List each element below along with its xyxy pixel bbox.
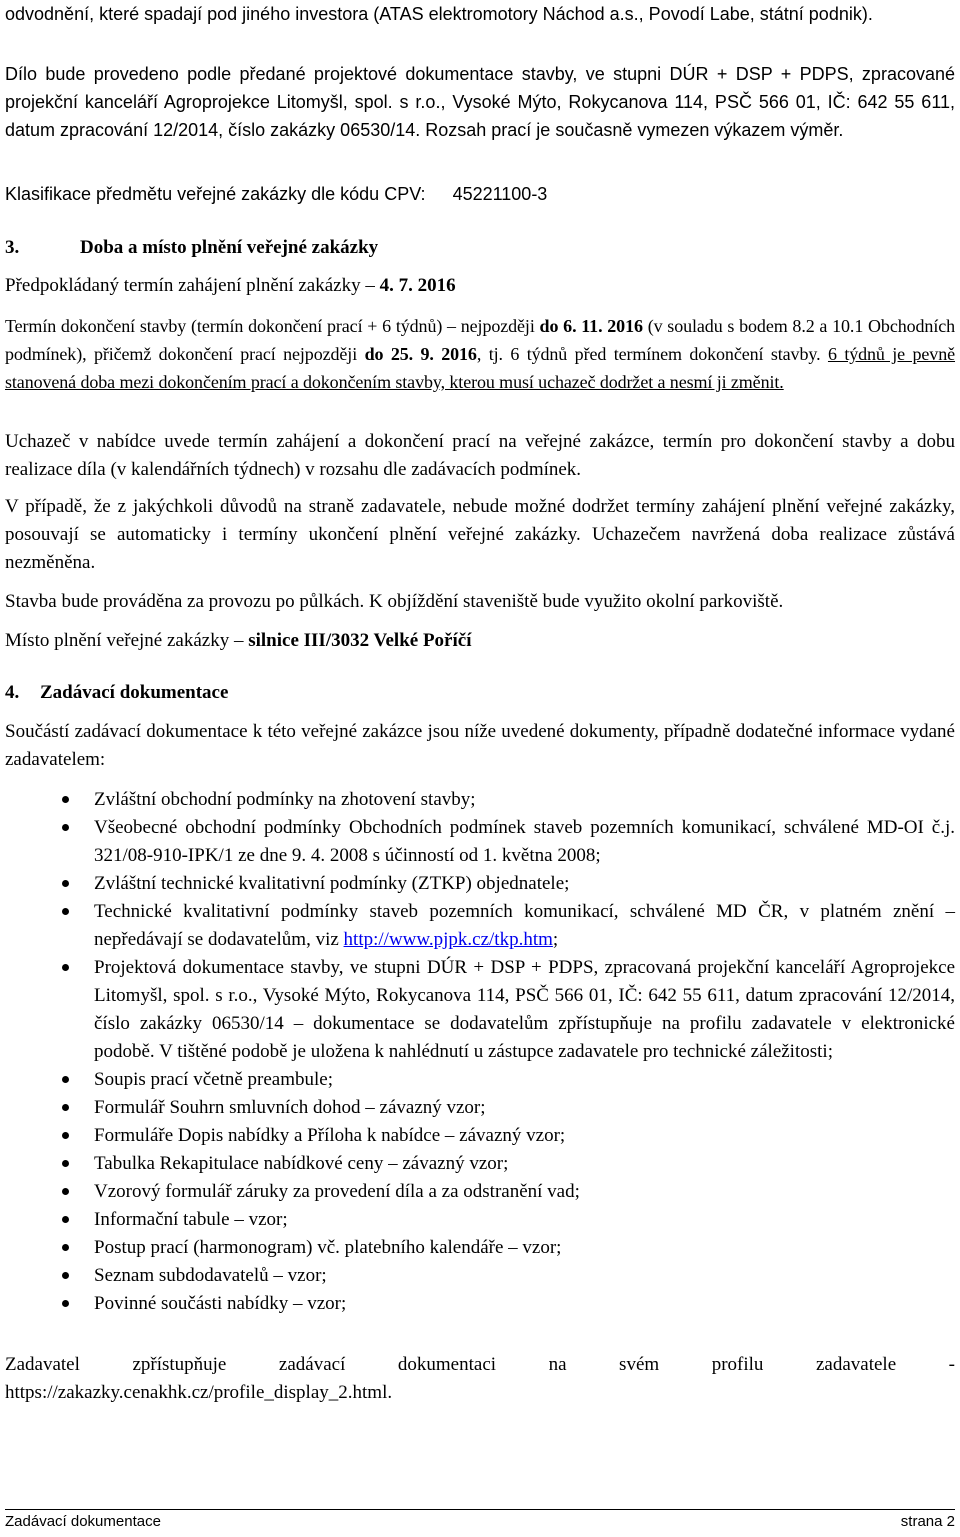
list-item (5, 1150, 955, 1178)
deadline-underlined-note: 6 týdnů je pevně stanovená doba mezi dokončením prací a dokončením stavby, kterou musí uchazeč dodržet a nesmí ji změnit. (5, 344, 956, 392)
list-item (5, 814, 955, 870)
list-item-text: Projektová dokumentace stavby, ve stupni DÚR + DSP + PDPS, zpracovaná projekční kanceláří Agroprojekce Litomyšl, spol. s r.o., Vysoké Mýto, Rokycanova 114, PSČ 566 01, IČ: 642 55 611, datum zpracování 12/2014, číslo zakázky 06530/14 – dokumentace se dodavatelům zpřístupňuje na profilu zadavatele v elektronické podobě. V tištěné podobě je uložena k nahlédnutí u zástupce zadavatele pro technické záležitosti; (94, 957, 955, 1062)
list-item-text: Vzorový formulář záruky za provedení díla a za odstranění vad; (94, 1181, 580, 1202)
start-label: Předpokládaný termín zahájení plnění zakázky – (5, 275, 375, 296)
list-item (5, 1290, 955, 1318)
list-item (5, 954, 955, 1066)
list-item-text: Seznam subdodavatelů – vzor; (94, 1265, 327, 1286)
footer-title: Zadávací dokumentace (5, 1513, 161, 1530)
deadline-paragraph (5, 312, 955, 396)
list-item (5, 1122, 955, 1150)
cpv-line (5, 180, 955, 208)
list-item-text: Zvláštní obchodní podmínky na zhotovení stavby; (94, 789, 476, 810)
link-suffix: ; (552, 929, 559, 950)
cpv-code: 45221100-3 (452, 184, 548, 204)
list-item-text: Formuláře Dopis nabídky a Příloha k nabídce – závazný vzor; (94, 1125, 566, 1146)
traffic-paragraph: Stavba bude prováděna za provozu po půlkách. K objíždění staveniště bude využito okolní parkoviště. (5, 591, 784, 612)
footer-divider (5, 1509, 955, 1510)
section-4-number: 4. (5, 682, 20, 703)
list-item-text: Tabulka Rekapitulace nabídkové ceny – závazný vzor; (94, 1153, 509, 1174)
cpv-label: Klasifikace předmětu veřejné zakázky dle kódu CPV: (5, 184, 426, 204)
list-item-text: Soupis prací včetně preambule; (94, 1069, 334, 1090)
tkp-link[interactable]: http://www.pjpk.cz/tkp.htm (343, 929, 553, 950)
place-line (5, 627, 955, 655)
list-item-text: Technické kvalitativní podmínky staveb pozemních komunikací, schválené MD ČR, v platném znění – nepředávají se dodavatelům, viz (94, 901, 955, 950)
section-3-number: 3. (5, 237, 20, 258)
docs-intro-paragraph: Součástí zadávací dokumentace k této veřejné zakázce jsou níže uvedené dokumenty, případně dodatečné informace vydané zadavatelem: (5, 721, 955, 770)
section-4-title: Zadávací dokumentace (40, 682, 229, 703)
closing-paragraph: Zadavatel zpřístupňuje zadávací dokumentaci na svém profilu zadavatele - https://zakazky.cenakhk.cz/profile_display_2.html. (5, 1354, 955, 1403)
list-item (5, 1094, 955, 1122)
list-item-text: Všeobecné obchodní podmínky Obchodních podmínek staveb pozemních komunikací, schválené MD-OI č.j. 321/08-910-IPK/1 ze dne 9. 4. 2008 s účinností od 1. května 2008; (94, 817, 955, 866)
delay-paragraph: V případě, že z jakýchkoli důvodů na straně zadavatele, nebude možné dodržet termíny zahájení plnění veřejné zakázky, posouvají se automaticky i termíny ukončení plnění veřejné zakázky. Uchazečem navržená doba realizace zůstává nezměněna. (5, 496, 955, 573)
page-footer (5, 1512, 955, 1532)
documents-list (5, 786, 955, 1318)
list-item (5, 1262, 955, 1290)
deadline-completion-date: do 6. 11. 2016 (539, 316, 643, 336)
place-value: silnice III/3032 Velké Poříčí (248, 630, 472, 651)
deadline-works-date: do 25. 9. 2016 (364, 344, 477, 364)
list-item (5, 898, 955, 954)
intro-paragraph: odvodnění, které spadají pod jiného investora (ATAS elektromotory Náchod a.s., Povodí Labe, státní podnik). (5, 4, 873, 24)
offer-paragraph: Uchazeč v nabídce uvede termín zahájení a dokončení prací na veřejné zakázce, termín pro dokončení stavby a dobu realizace díla (v kalendářních týdnech) v rozsahu dle zadávacích podmínek. (5, 431, 955, 480)
page-number: strana 2 (900, 1513, 955, 1530)
section-4-heading (5, 679, 955, 707)
list-item (5, 1234, 955, 1262)
list-item (5, 786, 955, 814)
section-3-heading (5, 234, 955, 262)
deadline-text-e: , tj. 6 týdnů před termínem dokončení stavby. (476, 344, 821, 364)
list-item-text: Postup prací (harmonogram) vč. platebního kalendáře – vzor; (94, 1237, 562, 1258)
list-item (5, 1066, 955, 1094)
section-3-title: Doba a místo plnění veřejné zakázky (80, 237, 379, 258)
list-item-text: Zvláštní technické kvalitativní podmínky (ZTKP) objednatele; (94, 873, 570, 894)
list-item-text: Povinné součásti nabídky – vzor; (94, 1293, 347, 1314)
list-item (5, 1178, 955, 1206)
list-item (5, 870, 955, 898)
place-label: Místo plnění veřejné zakázky – (5, 630, 244, 651)
deadline-text-c: (v souladu s bodem 8.2 a 10.1 Obchodních podmínek), přičemž dokončení prací nejpozději (5, 316, 956, 364)
start-date: 4. 7. 2016 (379, 275, 456, 296)
list-item-text: Formulář Souhrn smluvních dohod – závazný vzor; (94, 1097, 486, 1118)
project-paragraph: Dílo bude provedeno podle předané projektové dokumentace stavby, ve stupni DÚR + DSP + PDPS, zpracované projekční kanceláří Agroprojekce Litomyšl, spol. s r.o., Vysoké Mýto, Rokycanova 114, PSČ 566 01, IČ: 642 55 611, datum zpracování 12/2014, číslo zakázky 06530/14. Rozsah prací je současně vymezen výkazem výměr. (5, 64, 955, 140)
deadline-text-a: Termín dokončení stavby (termín dokončení prací + 6 týdnů) – nejpozději (5, 316, 535, 336)
start-date-line (5, 272, 955, 300)
list-item (5, 1206, 955, 1234)
list-item-text: Informační tabule – vzor; (94, 1209, 288, 1230)
